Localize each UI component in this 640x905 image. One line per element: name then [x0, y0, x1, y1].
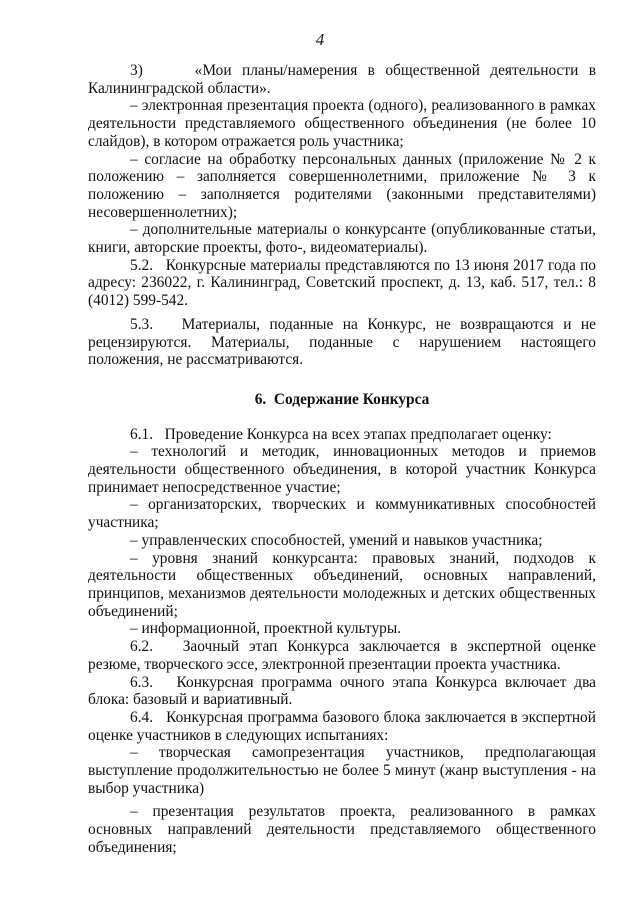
paragraph-6-1: 6.1. Проведение Конкурса на всех этапах предполагает оценку:: [130, 425, 552, 443]
paragraph-nomination-3: 3) «Мои планы/намерения в общественной деятельности в Калининградской области».: [88, 62, 596, 97]
paragraph-management: – управленческих способностей, умений и навыков участника;: [130, 531, 543, 549]
page-number: 4: [315, 30, 325, 49]
paragraph-6-4: 6.4. Конкурсная программа базового блока заключается в экспертной оценке участников в следующих испытаниях:: [88, 708, 596, 744]
paragraph-5-3: 5.3. Материалы, поданные на Конкурс, не возвращаются и не рецензируются. Материалы, поданные с нарушением настоящего положения, не рассматриваются.: [88, 315, 596, 369]
paragraph-information-culture: – информационной, проектной культуры.: [130, 620, 402, 638]
paragraph-self-presentation: – творческая самопрезентация участников, предполагающая выступление продолжительностью не более 5 минут (жанр выступления - на выбор участника): [88, 744, 596, 797]
paragraph-project-results: – презентация результатов проекта, реализованного в рамках основных направлений деятельности представляемого общественного объединения;: [88, 803, 596, 856]
paragraph-5-2: 5.2. Конкурсные материалы представляются по 13 июня 2017 года по адресу: 236022, г. Калининград, Советский проспект, д. 13, каб. 517, тел.: 8 (4012) 599-542.: [88, 256, 596, 310]
paragraph-additional-materials: – дополнительные материалы о конкурсанте (опубликованные статьи, книги, авторские проекты, фото-, видеоматериалы).: [88, 221, 596, 257]
document-body: [88, 62, 596, 857]
paragraph-knowledge: – уровня знаний конкурсанта: правовых знаний, подходов к деятельности общественных объединений, основных направлений, принципов, механизмов деятельности молодежных и детских общественных объединений;: [88, 549, 596, 620]
paragraph-technologies: – технологий и методик, инновационных методов и приемов деятельности общественного объединения, в которой участник Конкурса принимает непосредственное участие;: [88, 443, 596, 496]
paragraph-6-2: 6.2. Заочный этап Конкурса заключается в экспертной оценке резюме, творческого эссе, электронной презентации проекта участника.: [88, 638, 596, 673]
paragraph-organizational: – организаторских, творческих и коммуникативных способностей участника;: [88, 496, 596, 532]
paragraph-6-3: 6.3. Конкурсная программа очного этапа Конкурса включает два блока: базовый и вариативный.: [88, 673, 596, 709]
section-6-heading: 6. Содержание Конкурса: [254, 390, 430, 408]
paragraph-presentation: – электронная презентация проекта (одного), реализованного в рамках деятельности представляемого общественного объединения (не более 10 слайдов), в котором отражается роль участника;: [88, 97, 596, 150]
paragraph-consent: – согласие на обработку персональных данных (приложение № 2 к положению – заполняется совершеннолетними, приложение № 3 к положению – заполняется родителями (законными представителями) несовершеннолетних);: [88, 150, 596, 221]
